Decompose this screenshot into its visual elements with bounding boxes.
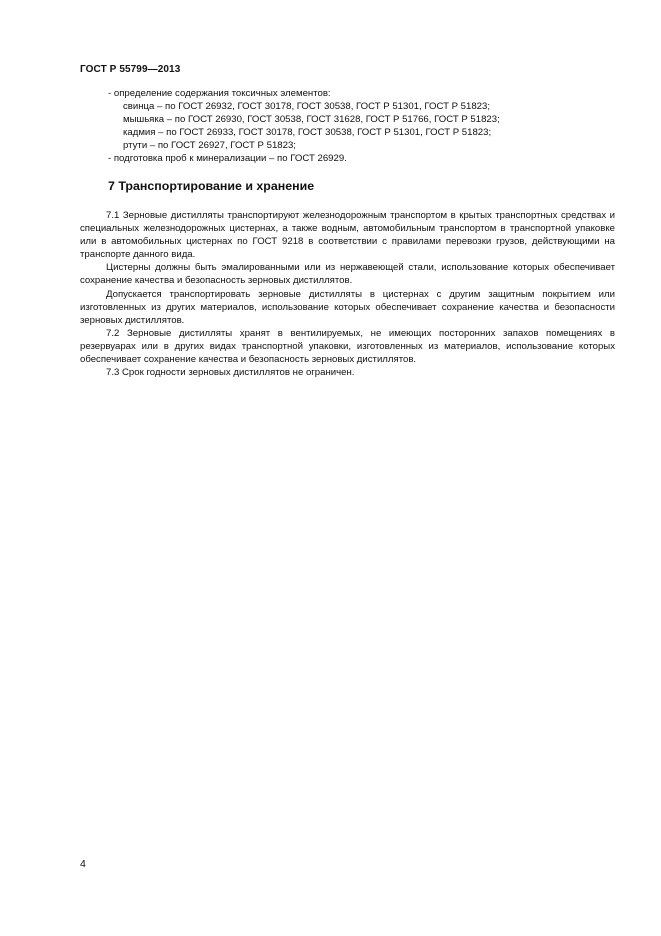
- test-methods-list: [108, 87, 615, 166]
- paragraph-7-1: 7.1 Зерновые дистилляты транспортируют железнодорожным транспортом в крытых транспортных средствах и специальных железнодорожных цистернах, а также водным, автомобильным транспортом в транспортной упаковке или в автомобильных цистернах по ГОСТ 9218 в соответствии с правилами перевозки грузов, действующими на транспорте данного вида.: [80, 210, 615, 261]
- list-intro: - определение содержания токсичных элементов:: [108, 88, 331, 99]
- section-body: [80, 209, 615, 379]
- document-code-header: ГОСТ Р 55799—2013: [80, 64, 181, 75]
- section-heading: 7 Транспортирование и хранение: [108, 179, 315, 193]
- page-number: 4: [80, 858, 86, 870]
- list-last-item: - подготовка проб к минерализации – по ГОСТ 26929.: [108, 153, 347, 165]
- paragraph-7-3: 7.3 Срок годности зерновых дистиллятов не ограничен.: [106, 367, 355, 379]
- list-item-mercury: ртути – по ГОСТ 26927, ГОСТ Р 51823;: [123, 140, 296, 152]
- list-item-cadmium: кадмия – по ГОСТ 26933, ГОСТ 30178, ГОСТ 30538, ГОСТ Р 51301, ГОСТ Р 51823;: [123, 127, 492, 139]
- list-item-arsenic: мышьяка – по ГОСТ 26930, ГОСТ 30538, ГОСТ 31628, ГОСТ Р 51766, ГОСТ Р 51823;: [123, 114, 500, 126]
- list-item-lead: свинца – по ГОСТ 26932, ГОСТ 30178, ГОСТ 30538, ГОСТ Р 51301, ГОСТ Р 51823;: [123, 101, 491, 113]
- paragraph-tanks: Цистерны должны быть эмалированными или из нержавеющей стали, использование которых обеспечивает сохранение качества и безопасность зерновых дистиллятов.: [80, 262, 615, 287]
- paragraph-coatings: Допускается транспортировать зерновые дистилляты в цистернах с другим защитным покрытием или изготовленных из других материалов, использование которых обеспечивает сохранение качества и безопасности зерновых дистиллятов.: [80, 288, 615, 326]
- paragraph-7-2: 7.2 Зерновые дистилляты хранят в вентилируемых, не имеющих посторонних запахов помещениях в резервуарах или в других видах транспортной упаковки, изготовленных из материалов, использование которых обеспечивает сохранение качества и безопасность зерновых дистиллятов.: [80, 327, 615, 366]
